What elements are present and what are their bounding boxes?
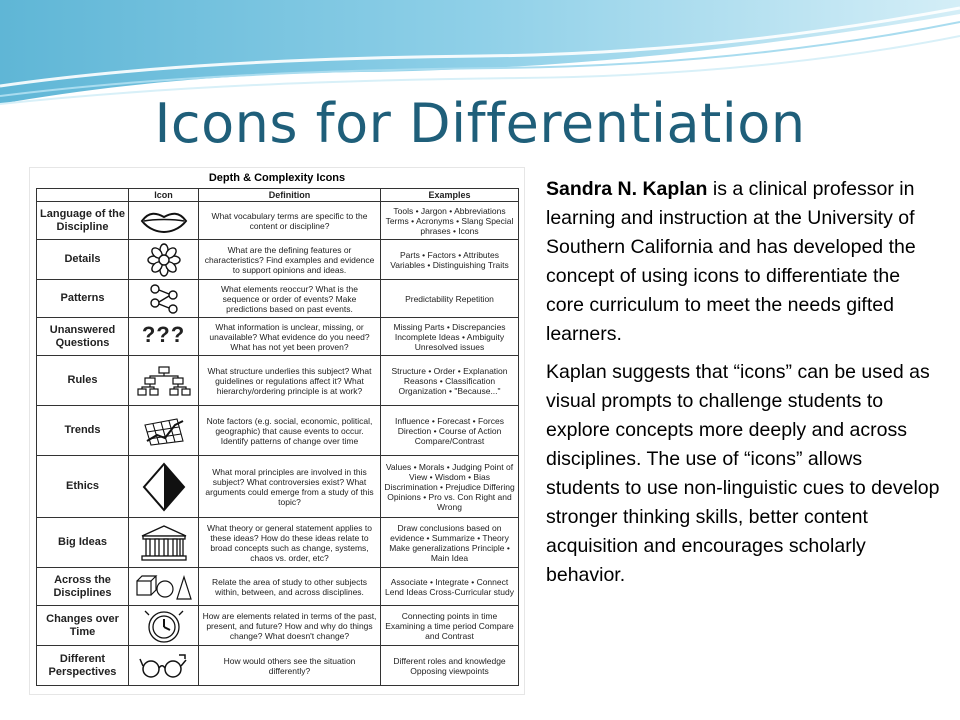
row-name: Unanswered Questions <box>37 318 129 356</box>
table-row <box>37 646 519 686</box>
glasses-icon <box>139 651 189 681</box>
row-name: Different Perspectives <box>37 646 129 686</box>
table-row <box>37 356 519 406</box>
row-examples: Values • Morals • Judging Point of View • Wisdom • Bias Discrimination • Prejudice Differing Opinions • Pro vs. Con Right and Wrong <box>381 456 519 518</box>
shapes-icon <box>135 571 193 603</box>
bio-text: is a clinical professor in learning and instruction at the University of Southern California and has developed the concept of using icons to differentiate the core curriculum to meet the needs gifted learners. <box>546 178 916 345</box>
row-examples: Tools • Jargon • Abbreviations Terms • Acronyms • Slang Special phrases • Icons <box>381 202 519 240</box>
row-name: Ethics <box>37 456 129 518</box>
row-name: Trends <box>37 406 129 456</box>
row-definition: What theory or general statement applies to these ideas? How do these ideas relate to broad concepts such as change, systems, chaos vs. order, etc? <box>199 518 381 568</box>
icons-table <box>36 188 519 686</box>
table-row <box>37 518 519 568</box>
row-definition: What structure underlies this subject? What guidelines or regulations affect it? What hierarchy/ordering principle is at work? <box>199 356 381 406</box>
hierarchy-icon <box>137 366 191 396</box>
paragraph-icons-purpose: Kaplan suggests that “icons” can be used as visual prompts to challenge students to explore concepts more deeply and across disciplines. The use of “icons” allows students to use non-linguistic cues to develop stronger thinking skills, better content acquisition and encourages scholarly behavior. <box>546 361 940 586</box>
description-text <box>546 175 941 590</box>
table-header-row <box>37 189 519 202</box>
row-examples: Connecting points in time Examining a time period Compare and Contrast <box>381 606 519 646</box>
table-row <box>37 318 519 356</box>
flower-icon <box>147 243 181 277</box>
table-row <box>37 606 519 646</box>
pattern-icon <box>147 283 181 315</box>
diamond-icon <box>142 462 186 512</box>
table-title: Depth & Complexity Icons <box>208 172 346 184</box>
table-row <box>37 280 519 318</box>
table-row <box>37 456 519 518</box>
row-name: Changes over Time <box>37 606 129 646</box>
row-definition: How are elements related in terms of the past, present, and future? How and why do things change? What doesn't change? <box>199 606 381 646</box>
row-examples: Missing Parts • Discrepancies Incomplete Ideas • Ambiguity Unresolved issues <box>381 318 519 356</box>
row-definition: Relate the area of study to other subjects within, between, and across disciplines. <box>199 568 381 606</box>
clock-icon <box>143 607 185 645</box>
row-definition: What are the defining features or characteristics? Find examples and evidence to support opinions and ideas. <box>199 240 381 280</box>
row-definition: What vocabulary terms are specific to the content or discipline? <box>199 202 381 240</box>
row-definition: What moral principles are involved in this subject? What controversies exist? What arguments could emerge from a study of this topic? <box>199 456 381 518</box>
row-definition: How would others see the situation differently? <box>199 646 381 686</box>
row-examples: Structure • Order • Explanation Reasons • Classification Organization • "Because..." <box>381 356 519 406</box>
row-name: Across the Disciplines <box>37 568 129 606</box>
row-name: Rules <box>37 356 129 406</box>
slide-title: Icons for Differentiation <box>154 92 806 155</box>
header-icon: Icon <box>129 189 199 202</box>
table-row <box>37 568 519 606</box>
row-name: Details <box>37 240 129 280</box>
row-definition: Note factors (e.g. social, economic, political, geographic) that cause events to occur. Identify patterns of change over time <box>199 406 381 456</box>
header-examples: Examples <box>381 189 519 202</box>
temple-icon <box>140 524 188 562</box>
row-definition: What elements reoccur? What is the sequence or order of events? Make predictions based on past events. <box>199 280 381 318</box>
table-row <box>37 406 519 456</box>
row-name: Language of the Discipline <box>37 202 129 240</box>
row-name: Big Ideas <box>37 518 129 568</box>
lips-icon <box>139 208 189 234</box>
depth-complexity-table-image <box>30 168 524 694</box>
author-name: Sandra N. Kaplan <box>546 178 708 200</box>
row-examples: Predictability Repetition <box>381 280 519 318</box>
row-name: Patterns <box>37 280 129 318</box>
row-examples: Different roles and knowledge Opposing viewpoints <box>381 646 519 686</box>
trend-graph-icon <box>141 415 187 447</box>
row-examples: Associate • Integrate • Connect Lend Ideas Cross-Curricular study <box>381 568 519 606</box>
paragraph-kaplan-bio <box>546 175 941 349</box>
header-blank <box>37 189 129 202</box>
row-examples: Influence • Forecast • Forces Direction • Course of Action Compare/Contrast <box>381 406 519 456</box>
header-definition: Definition <box>199 189 381 202</box>
table-row <box>37 202 519 240</box>
row-definition: What information is unclear, missing, or unavailable? What evidence do you need? What has not yet been proven? <box>199 318 381 356</box>
table-row <box>37 240 519 280</box>
row-examples: Draw conclusions based on evidence • Summarize • Theory Make generalizations Principle • Main Idea <box>381 518 519 568</box>
row-examples: Parts • Factors • Attributes Variables • Distinguishing Traits <box>381 240 519 280</box>
question-marks-icon: ??? <box>141 321 186 347</box>
